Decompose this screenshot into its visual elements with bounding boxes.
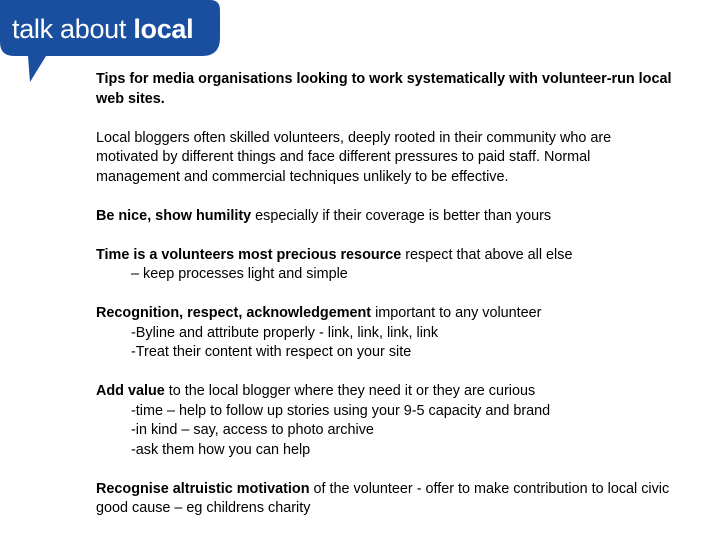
tip-title: Time is a volunteers most precious resource xyxy=(96,246,402,263)
tip-subpoint: -time – help to follow up stories using your 9-5 capacity and brand xyxy=(131,402,551,419)
tip-5 xyxy=(96,480,696,500)
tip-3 xyxy=(96,304,696,324)
intro-body-line: Local bloggers often skilled volunteers, deeply rooted in their community who are xyxy=(96,129,612,146)
tip-text: especially if their coverage is better than yours xyxy=(251,207,552,224)
intro-heading-line: web sites. xyxy=(96,90,165,107)
logo-word-about: about xyxy=(60,14,127,44)
logo-text xyxy=(12,13,193,45)
tip-text: important to any volunteer xyxy=(371,305,542,321)
tip-subpoint: -in kind – say, access to photo archive xyxy=(131,422,374,438)
tip-subpoint: -Treat their content with respect on your site xyxy=(131,344,412,360)
tip-title: Recognise altruistic motivation xyxy=(96,480,310,497)
tip-text: respect that above all else xyxy=(401,246,573,263)
intro-heading-line: Tips for media organisations looking to work systematically with volunteer-run local xyxy=(96,71,672,87)
tip-text: of the volunteer - offer to make contribution to local civic xyxy=(309,480,670,497)
tip-text: to the local blogger where they need it or they are curious xyxy=(164,383,536,399)
tip-2 xyxy=(96,246,696,266)
tip-subpoint: – keep processes light and simple xyxy=(131,266,348,282)
intro-body-line: management and commercial techniques unlikely to be effective. xyxy=(96,168,509,185)
logo-word-talk: talk xyxy=(12,14,53,44)
tip-4 xyxy=(96,382,696,402)
tip-subpoint: -ask them how you can help xyxy=(131,441,311,458)
tip-text-continued: good cause – eg childrens charity xyxy=(96,500,311,516)
logo-word-local: local xyxy=(133,14,194,44)
intro-body-line: motivated by different things and face different pressures to paid staff. Normal xyxy=(96,149,591,165)
tip-title: Be nice, show humility xyxy=(96,207,252,224)
tip-title: Add value xyxy=(96,383,165,399)
tip-subpoint: -Byline and attribute properly - link, link, link, link xyxy=(131,324,439,341)
tip-title: Recognition, respect, acknowledgement xyxy=(96,305,372,321)
slide-body xyxy=(96,70,696,519)
tip-1 xyxy=(96,207,696,227)
